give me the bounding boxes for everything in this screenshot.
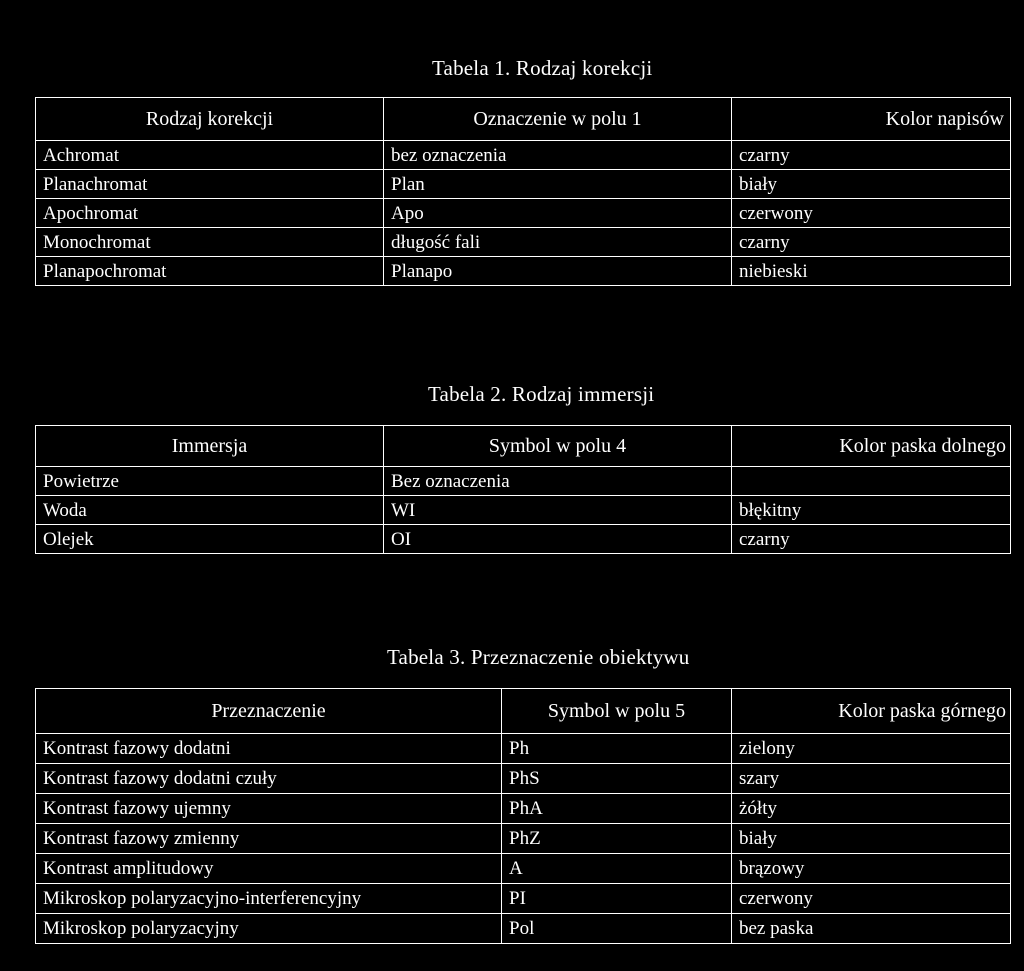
- table-2-immersion-type: [35, 425, 1011, 554]
- table-3-objective-purpose: [35, 688, 1011, 944]
- column-header: Symbol w polu 4: [384, 426, 732, 467]
- table-cell: Apochromat: [36, 199, 384, 228]
- table-cell: WI: [384, 496, 732, 525]
- table-cell: Mikroskop polaryzacyjno-interferencyjny: [36, 884, 502, 914]
- table-cell: Plan: [384, 170, 732, 199]
- table-cell: niebieski: [732, 257, 1011, 286]
- table-1-caption: Tabela 1. Rodzaj korekcji: [432, 56, 653, 80]
- table-cell: Kontrast fazowy dodatni: [36, 734, 502, 764]
- table-cell: Powietrze: [36, 467, 384, 496]
- table-cell: A: [502, 854, 732, 884]
- table-cell: czarny: [732, 228, 1011, 257]
- column-header: Kolor paska dolnego: [732, 426, 1011, 467]
- table-cell: czerwony: [732, 884, 1011, 914]
- table-cell: Planapo: [384, 257, 732, 286]
- table-3-caption: Tabela 3. Przeznaczenie obiektywu: [387, 645, 690, 669]
- table-2-caption: Tabela 2. Rodzaj immersji: [428, 382, 655, 406]
- table-row: [36, 257, 1011, 286]
- table-cell: czerwony: [732, 199, 1011, 228]
- table-cell: Apo: [384, 199, 732, 228]
- column-header: Oznaczenie w polu 1: [384, 98, 732, 141]
- table-cell: zielony: [732, 734, 1011, 764]
- table-cell: Bez oznaczenia: [384, 467, 732, 496]
- table-cell: długość fali: [384, 228, 732, 257]
- table-cell: Pol: [502, 914, 732, 944]
- column-header: Symbol w polu 5: [502, 689, 732, 734]
- table-header-row: [36, 98, 1011, 141]
- table-cell: szary: [732, 764, 1011, 794]
- table-header-row: [36, 426, 1011, 467]
- table-1-correction-type: [35, 97, 1011, 286]
- table-cell: PhA: [502, 794, 732, 824]
- table-cell: Woda: [36, 496, 384, 525]
- table-cell: Monochromat: [36, 228, 384, 257]
- table-cell: błękitny: [732, 496, 1011, 525]
- table-cell: PI: [502, 884, 732, 914]
- table-row: [36, 141, 1011, 170]
- table-row: [36, 525, 1011, 554]
- table-cell: Kontrast fazowy zmienny: [36, 824, 502, 854]
- table-cell: Mikroskop polaryzacyjny: [36, 914, 502, 944]
- table-cell: Olejek: [36, 525, 384, 554]
- column-header: Rodzaj korekcji: [36, 98, 384, 141]
- table-cell: Achromat: [36, 141, 384, 170]
- table-row: [36, 764, 1011, 794]
- table-cell: Planapochromat: [36, 257, 384, 286]
- column-header: Kolor napisów: [732, 98, 1011, 141]
- table-row: [36, 467, 1011, 496]
- table-cell: czarny: [732, 141, 1011, 170]
- column-header: Immersja: [36, 426, 384, 467]
- table-cell: brązowy: [732, 854, 1011, 884]
- table-cell: OI: [384, 525, 732, 554]
- table-cell: żółty: [732, 794, 1011, 824]
- table-cell: Ph: [502, 734, 732, 764]
- table-row: [36, 794, 1011, 824]
- table-row: [36, 199, 1011, 228]
- table-cell: Planachromat: [36, 170, 384, 199]
- column-header: Przeznaczenie: [36, 689, 502, 734]
- table-row: [36, 170, 1011, 199]
- table-cell: Kontrast fazowy dodatni czuły: [36, 764, 502, 794]
- table-row: [36, 884, 1011, 914]
- table-header-row: [36, 689, 1011, 734]
- table-cell: PhS: [502, 764, 732, 794]
- table-row: [36, 496, 1011, 525]
- table-cell: Kontrast amplitudowy: [36, 854, 502, 884]
- table-cell: Kontrast fazowy ujemny: [36, 794, 502, 824]
- table-row: [36, 734, 1011, 764]
- table-row: [36, 914, 1011, 944]
- table-cell: [732, 467, 1011, 496]
- table-row: [36, 854, 1011, 884]
- table-row: [36, 228, 1011, 257]
- table-cell: czarny: [732, 525, 1011, 554]
- table-cell: biały: [732, 170, 1011, 199]
- table-cell: biały: [732, 824, 1011, 854]
- table-cell: bez paska: [732, 914, 1011, 944]
- table-cell: bez oznaczenia: [384, 141, 732, 170]
- table-cell: PhZ: [502, 824, 732, 854]
- table-row: [36, 824, 1011, 854]
- column-header: Kolor paska górnego: [732, 689, 1011, 734]
